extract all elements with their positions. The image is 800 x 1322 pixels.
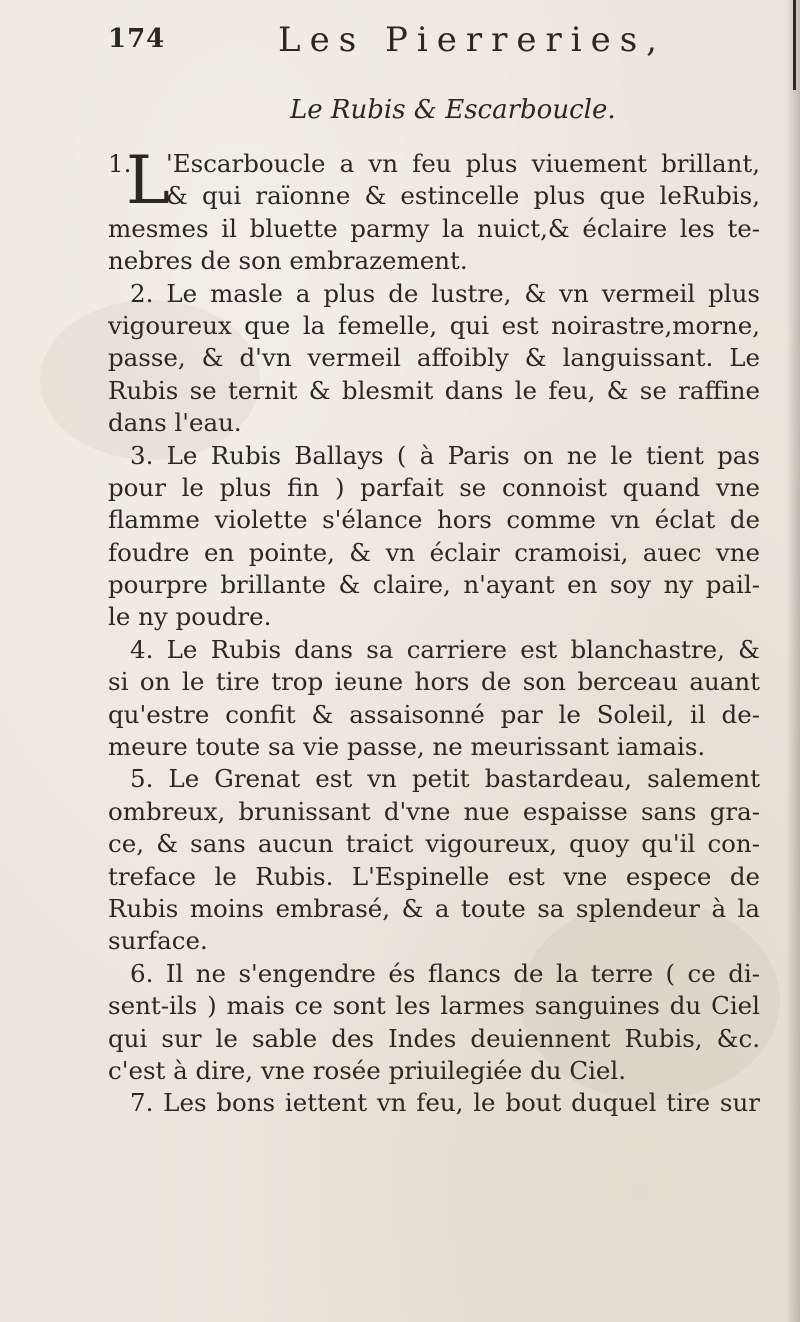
text-line: mesmes il bluette parmy la nuict,& éclaire les te- xyxy=(108,213,760,243)
text-line: treface le Rubis. L'Espinelle est vne espece de xyxy=(108,861,760,891)
text-line: 7. Les bons iettent vn feu, le bout duquel tire sur xyxy=(130,1088,760,1118)
text-line: qui sur le sable des Indes deuiennent Rubis, &c. xyxy=(108,1023,760,1053)
paragraph-1-opening xyxy=(108,142,760,219)
text-line: vigoureux que la femelle, qui est noirastre,morne, xyxy=(108,310,760,340)
text-line: flamme violette s'élance hors comme vn éclat de xyxy=(108,505,760,535)
paragraph-number: 1. xyxy=(108,149,132,178)
section-title: Le Rubis & Escarboucle. xyxy=(290,95,616,125)
text-line: ombreux, brunissant d'vne nue espaisse sans gra- xyxy=(108,796,760,826)
text-line: 6. Il ne s'engendre és flancs de la terre ( ce di- xyxy=(130,958,760,988)
text-line: 3. Le Rubis Ballays ( à Paris on ne le tient pas xyxy=(130,440,760,470)
text-line: 2. Le masle a plus de lustre, & vn vermeil plus xyxy=(130,278,760,308)
text-line: dans l'eau. xyxy=(108,408,242,438)
text-line: 4. Le Rubis dans sa carriere est blanchastre, & xyxy=(130,634,760,664)
page-header xyxy=(108,20,748,70)
text-line: Rubis se ternit & blesmit dans le feu, & se raffine xyxy=(108,375,760,405)
text-line: foudre en pointe, & vn éclair cramoisi, auec vne xyxy=(108,537,760,567)
text-line: c'est à dire, vne rosée priuilegiée du Ciel. xyxy=(108,1055,627,1085)
text-line: meure toute sa vie passe, ne meurissant iamais. xyxy=(108,732,706,762)
text-line: 5. Le Grenat est vn petit bastardeau, salement xyxy=(130,764,760,794)
text-line: 'Escarboucle a vn feu plus viuement brillant, xyxy=(166,149,760,178)
text-line: pourpre brillante & claire, n'ayant en soy ny pail- xyxy=(108,570,760,600)
running-title: Les Pierreries, xyxy=(278,20,666,60)
text-line: si on le tire trop ieune hors de son berceau auant xyxy=(108,667,760,697)
text-line: ce, & sans aucun traict vigoureux, quoy qu'il con- xyxy=(108,829,760,859)
text-line: & qui raïonne & estincelle plus que leRubis, xyxy=(166,181,760,211)
text-line: pour le plus fin ) parfait se connoist quand vne xyxy=(108,472,760,502)
text-line: sent-ils ) mais ce sont les larmes sanguines du Ciel xyxy=(108,991,760,1021)
text-line: qu'estre confit & assaisonné par le Soleil, il de- xyxy=(108,699,760,729)
text-line: le ny poudre. xyxy=(108,602,272,632)
text-line: surface. xyxy=(108,926,208,956)
page-edge-shadow xyxy=(786,0,800,1322)
text-line: nebres de son embrazement. xyxy=(108,246,468,276)
drop-cap: L xyxy=(126,142,170,219)
page-number: 174 xyxy=(108,24,166,54)
page-edge-mark xyxy=(793,0,796,90)
text-line: passe, & d'vn vermeil affoibly & languissant. Le xyxy=(108,343,760,373)
text-line: Rubis moins embrasé, & a toute sa splendeur à la xyxy=(108,894,760,923)
body-text xyxy=(108,142,760,1120)
